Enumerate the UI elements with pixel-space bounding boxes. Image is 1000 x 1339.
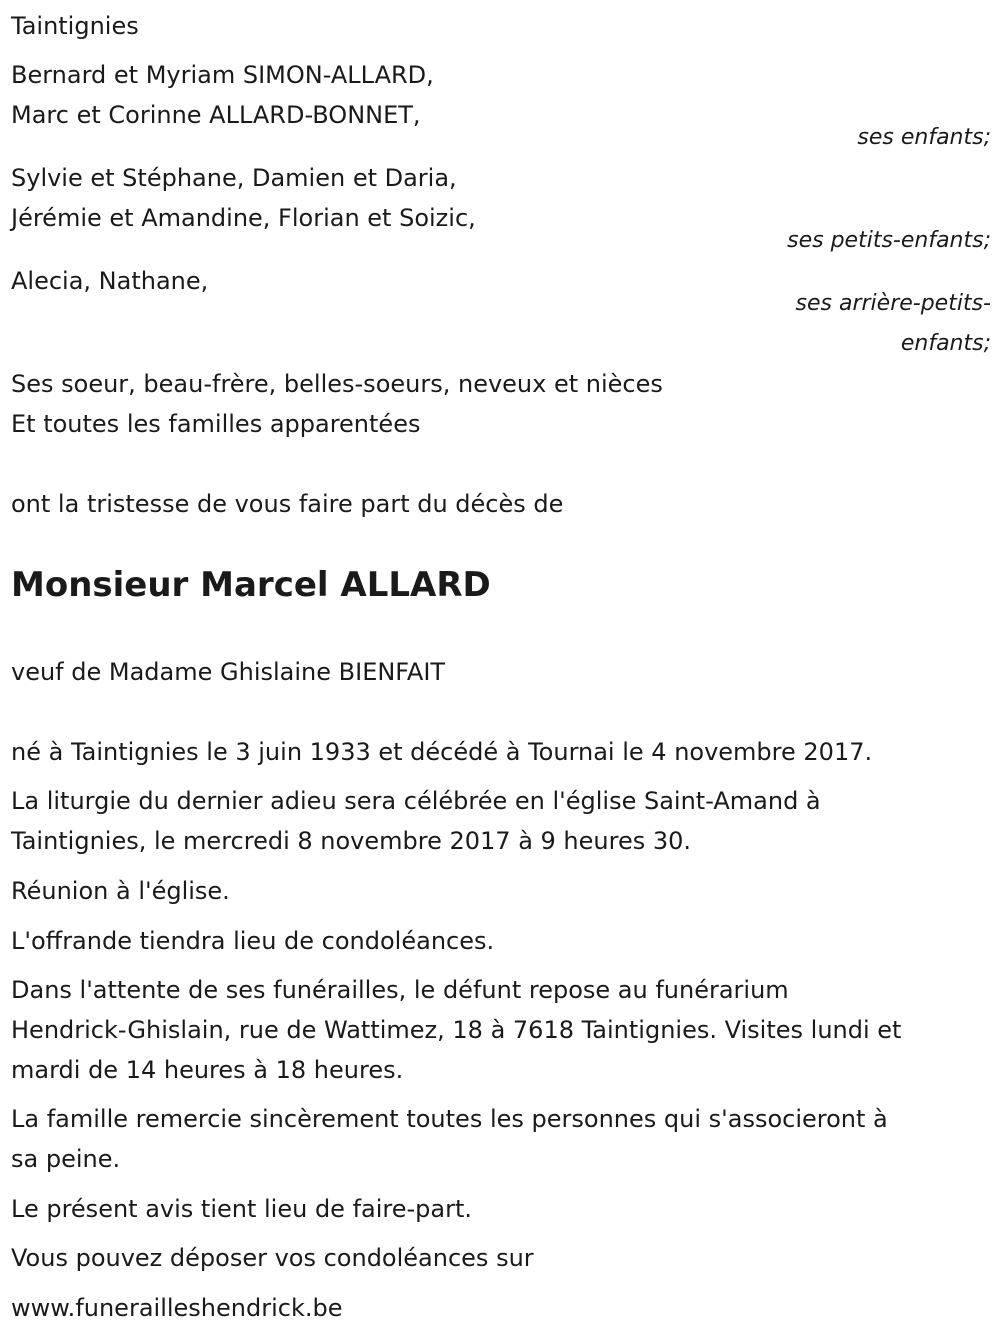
liturgy-line-2: Taintignies, le mercredi 8 novembre 2017 à 9 heures 30. [11, 827, 692, 855]
grandchildren-label: ses petits-enfants; [787, 228, 991, 253]
grandchildren-line-2: Jérémie et Amandine, Florian et Soizic, [11, 204, 476, 232]
rest-line-1: Dans l'attente de ses funérailles, le défunt repose au funérarium [11, 976, 789, 1004]
widower-of: veuf de Madame Ghislaine BIENFAIT [11, 658, 446, 686]
thanks-line-1: La famille remercie sincèrement toutes les personnes qui s'associeront à [11, 1105, 888, 1133]
meeting-text: Réunion à l'église. [11, 877, 230, 905]
liturgy-line-1: La liturgie du dernier adieu sera célébrée en l'église Saint-Amand à [11, 787, 821, 815]
children-label: ses enfants; [857, 125, 991, 150]
children-line-1: Bernard et Myriam SIMON-ALLARD, [11, 61, 434, 89]
place-name: Taintignies [11, 12, 139, 40]
great-grandchildren-label-2: enfants; [900, 331, 991, 356]
notice-text: Le présent avis tient lieu de faire-part. [11, 1195, 473, 1223]
family-line-2: Et toutes les familles apparentées [11, 410, 421, 438]
birth-death-text: né à Taintignies le 3 juin 1933 et décédé à Tournai le 4 novembre 2017. [11, 738, 873, 766]
rest-line-2: Hendrick-Ghislain, rue de Wattimez, 18 à 7618 Taintignies. Visites lundi et [11, 1016, 902, 1044]
rest-line-3: mardi de 14 heures à 18 heures. [11, 1056, 404, 1084]
announcement-text: ont la tristesse de vous faire part du décès de [11, 490, 564, 518]
grandchildren-line-1: Sylvie et Stéphane, Damien et Daria, [11, 164, 457, 192]
family-line-1: Ses soeur, beau-frère, belles-soeurs, neveux et nièces [11, 370, 663, 398]
children-line-2: Marc et Corinne ALLARD-BONNET, [11, 101, 421, 129]
great-grandchildren-line: Alecia, Nathane, [11, 267, 209, 295]
offering-text: L'offrande tiendra lieu de condoléances. [11, 927, 495, 955]
deceased-name: Monsieur Marcel ALLARD [11, 565, 491, 605]
great-grandchildren-label-1: ses arrière-petits- [795, 291, 991, 316]
website-link[interactable]: www.funerailleshendrick.be [11, 1294, 343, 1322]
thanks-line-2: sa peine. [11, 1145, 121, 1173]
condolences-text: Vous pouvez déposer vos condoléances sur [11, 1244, 534, 1272]
